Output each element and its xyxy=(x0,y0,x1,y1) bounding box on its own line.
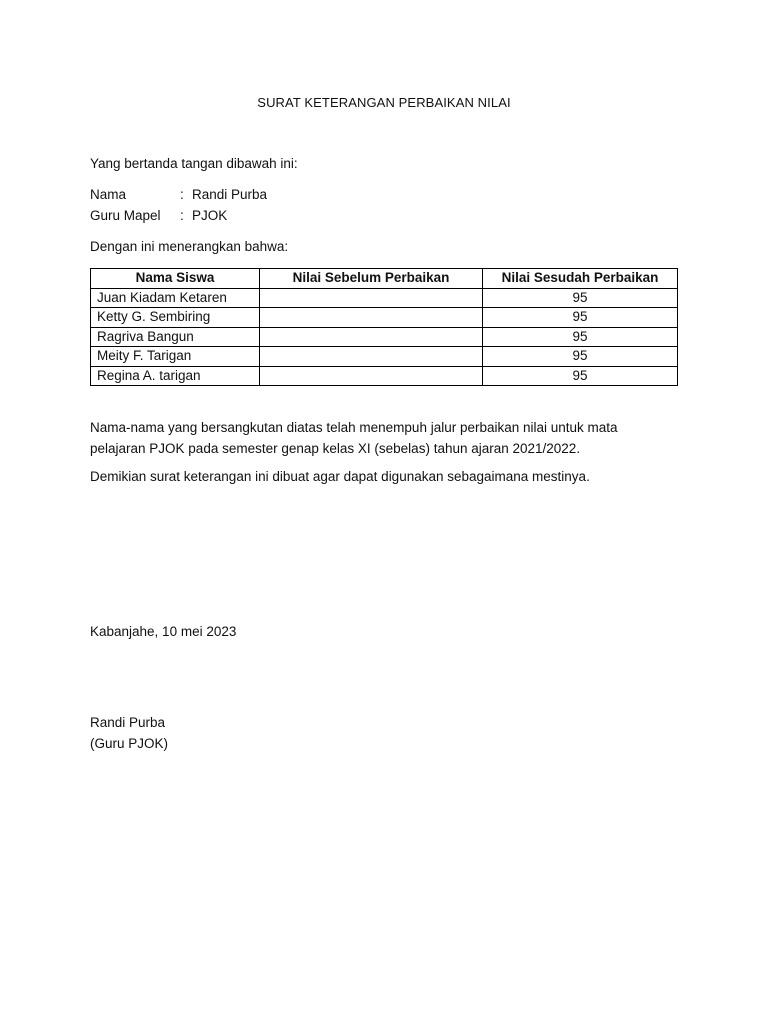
cell-student-name: Meity F. Tarigan xyxy=(91,347,260,367)
table-header-row xyxy=(91,269,678,289)
cell-score-before xyxy=(260,366,483,386)
paragraph-completion xyxy=(90,417,690,459)
header-nama-siswa: Nama Siswa xyxy=(91,269,260,289)
field-colon: : xyxy=(180,187,184,202)
field-colon: : xyxy=(180,208,184,223)
field-label: Guru Mapel xyxy=(90,208,161,223)
field-row-nama xyxy=(90,187,267,202)
table-row xyxy=(91,308,678,328)
document-title: SURAT KETERANGAN PERBAIKAN NILAI xyxy=(257,95,511,110)
intro-text: Yang bertanda tangan dibawah ini: xyxy=(90,156,298,171)
table-row xyxy=(91,366,678,386)
grades-table xyxy=(90,268,678,386)
cell-student-name: Ragriva Bangun xyxy=(91,327,260,347)
cell-score-after: 95 xyxy=(483,327,678,347)
place-date: Kabanjahe, 10 mei 2023 xyxy=(90,624,237,639)
table-row xyxy=(91,347,678,367)
cell-student-name: Juan Kiadam Ketaren xyxy=(91,288,260,308)
field-label: Nama xyxy=(90,187,127,202)
header-nilai-sebelum: Nilai Sebelum Perbaikan xyxy=(260,269,483,289)
paragraph-line: pelajaran PJOK pada semester genap kelas XI (sebelas) tahun ajaran 2021/2022. xyxy=(90,441,581,456)
cell-student-name: Ketty G. Sembiring xyxy=(91,308,260,328)
cell-score-before xyxy=(260,327,483,347)
field-value: Randi Purba xyxy=(192,187,268,202)
cell-score-before xyxy=(260,308,483,328)
signer-role: (Guru PJOK) xyxy=(90,736,169,751)
cell-score-after: 95 xyxy=(483,366,678,386)
paragraph-line: Nama-nama yang bersangkutan diatas telah menempuh jalur perbaikan nilai untuk mata xyxy=(90,420,618,435)
table-row xyxy=(91,327,678,347)
signer-name: Randi Purba xyxy=(90,715,166,730)
cell-score-before xyxy=(260,347,483,367)
cell-student-name: Regina A. tarigan xyxy=(91,366,260,386)
statement-lead: Dengan ini menerangkan bahwa: xyxy=(90,239,289,254)
field-row-guru-mapel xyxy=(90,208,227,223)
table-row xyxy=(91,288,678,308)
cell-score-after: 95 xyxy=(483,288,678,308)
cell-score-before xyxy=(260,288,483,308)
header-nilai-sesudah: Nilai Sesudah Perbaikan xyxy=(483,269,678,289)
field-value: PJOK xyxy=(192,208,228,223)
paragraph-closing: Demikian surat keterangan ini dibuat agar dapat digunakan sebagaimana mestinya. xyxy=(90,469,590,484)
cell-score-after: 95 xyxy=(483,347,678,367)
cell-score-after: 95 xyxy=(483,308,678,328)
